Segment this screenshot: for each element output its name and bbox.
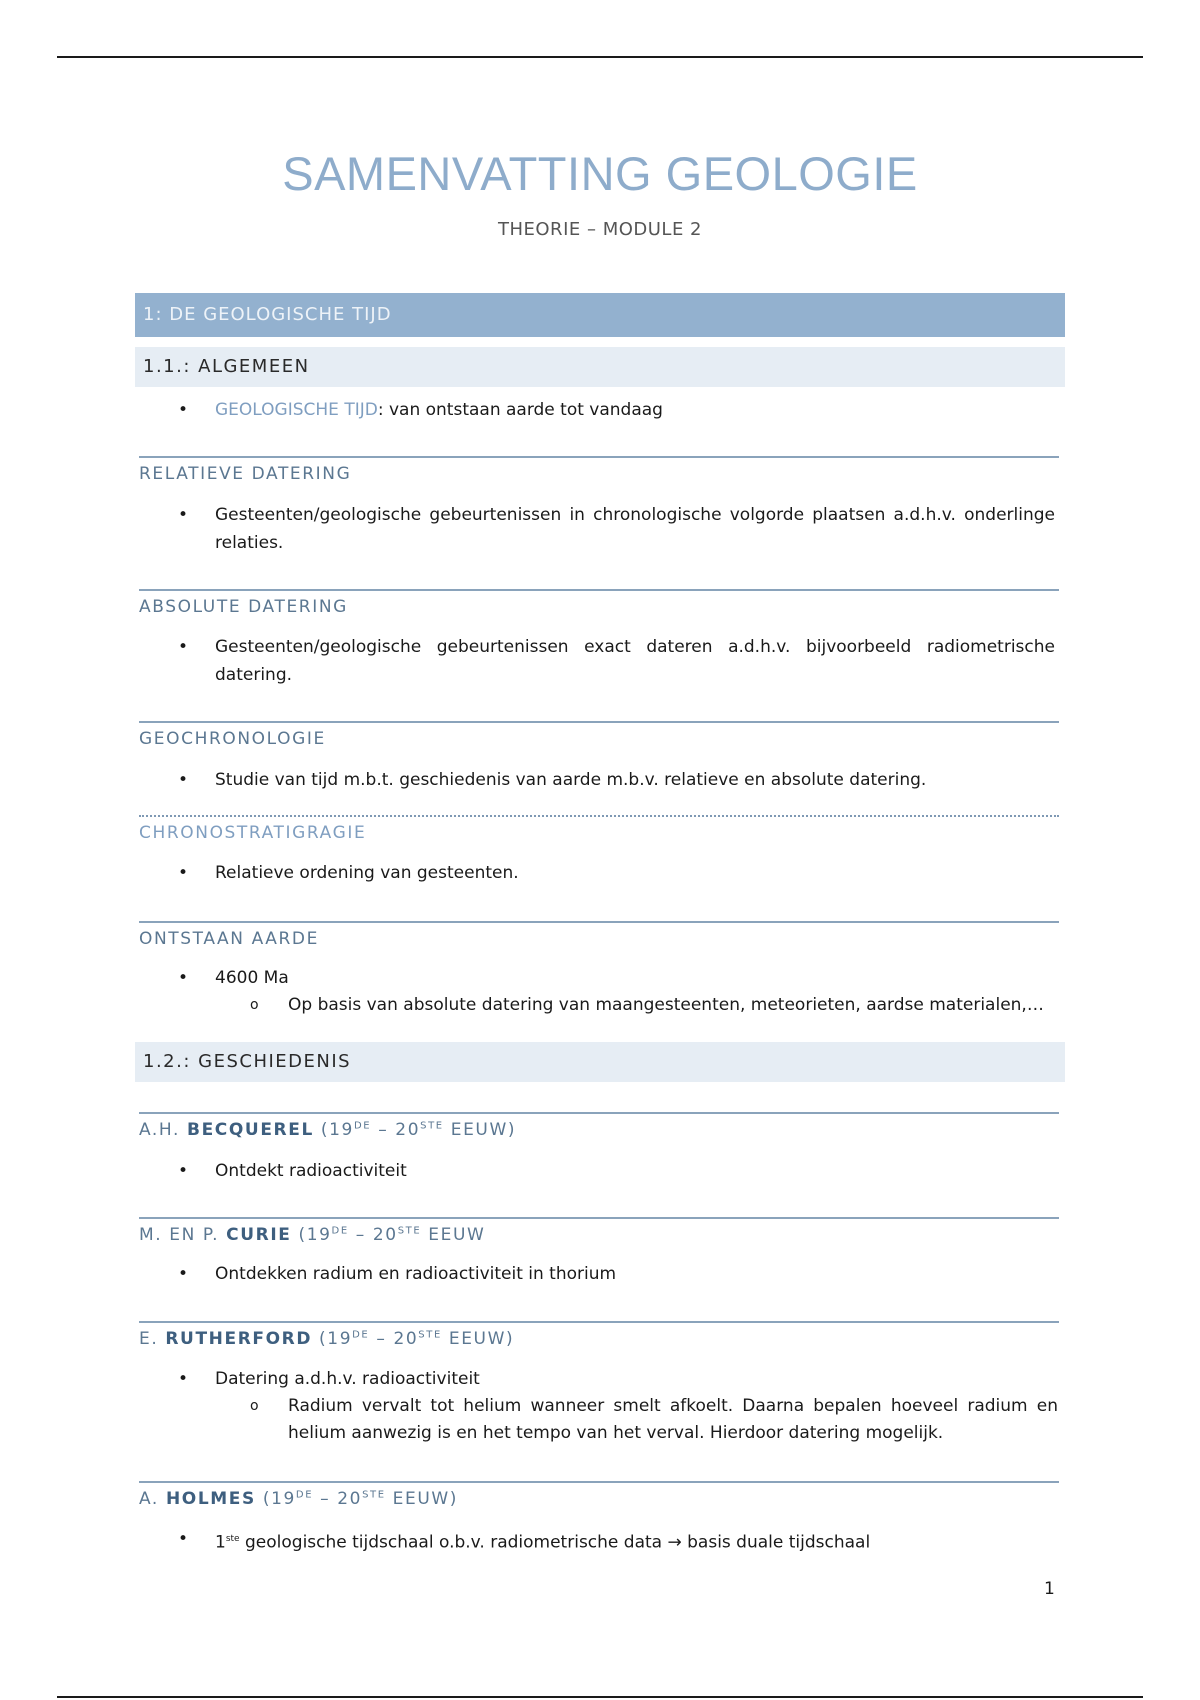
sub-bullet-icon: o [250,1398,259,1414]
page-title: SAMENVATTING GEOLOGIE [282,147,918,200]
bullet-icon: • [178,968,189,988]
bullet-icon: • [178,1529,189,1549]
list-item-text: Studie van tijd m.b.t. geschiedenis van aarde m.b.v. relatieve en absolute datering. [215,770,927,790]
person-name: HOLMES [165,1489,256,1509]
person-name: CURIE [226,1225,292,1245]
list-item-text: Gesteenten/geologische gebeurtenissen in chronologische volgorde plaatsen a.d.h.v. onderlinge relaties. [215,505,1055,553]
list-item-text: Relatieve ordening van gesteenten. [215,863,519,883]
bullet-icon: • [178,400,189,420]
page-number: 1 [1044,1579,1055,1599]
bullet-icon: • [178,637,189,657]
term-highlight: GEOLOGISCHE TIJD [215,400,378,420]
person-name: RUTHERFORD [165,1329,313,1349]
bullet-icon: • [178,863,189,883]
heading-becquerel: A.H. BECQUEREL (19DE – 20STE EEUW) [139,1112,1059,1140]
bottom-rule [57,1696,1143,1698]
person-name: BECQUEREL [187,1120,314,1140]
heading-ontstaan-aarde: ONTSTAAN AARDE [139,921,1059,949]
list-item-text: 1ste geologische tijdschaal o.b.v. radiometrische data → basis duale tijdschaal [215,1532,871,1553]
heading-geochronologie: GEOCHRONOLOGIE [139,721,1059,749]
list-item-text: 4600 Ma [215,968,289,988]
bullet-icon: • [178,770,189,790]
list-item-text: Ontdekken radium en radioactiviteit in thorium [215,1264,617,1284]
heading-relatieve-datering: RELATIEVE DATERING [139,456,1059,484]
heading-chronostratigragie: CHRONOSTRATIGRAGIE [139,815,1059,843]
heading-curie: M. EN P. CURIE (19DE – 20STE EEUW [139,1217,1059,1245]
subsection-heading-algemeen: 1.1.: ALGEMEEN [135,347,1065,387]
heading-absolute-datering: ABSOLUTE DATERING [139,589,1059,617]
list-item-text: Gesteenten/geologische gebeurtenissen exact dateren a.d.h.v. bijvoorbeeld radiometrische datering. [215,637,1055,685]
bullet-icon: • [178,1161,189,1181]
bullet-icon: • [178,1369,189,1389]
list-item-text: Datering a.d.h.v. radioactiviteit [215,1369,480,1389]
heading-rutherford: E. RUTHERFORD (19DE – 20STE EEUW) [139,1321,1059,1349]
sub-list-item-text: Radium vervalt tot helium wanneer smelt afkoelt. Daarna bepalen hoeveel radium en helium aanwezig is en het tempo van het verval. Hierdoor datering mogelijk. [288,1396,1058,1443]
list-item-text: : van ontstaan aarde tot vandaag [377,400,663,420]
list-item-text: Ontdekt radioactiviteit [215,1161,407,1181]
subsection-heading-geschiedenis: 1.2.: GESCHIEDENIS [135,1042,1065,1082]
top-rule [57,56,1143,58]
bullet-icon: • [178,505,189,525]
page-subtitle: THEORIE – MODULE 2 [497,219,702,240]
sub-bullet-icon: o [250,997,259,1013]
bullet-icon: • [178,1264,189,1284]
section-heading-1: 1: DE GEOLOGISCHE TIJD [135,293,1065,337]
sub-list-item-text: Op basis van absolute datering van maangesteenten, meteorieten, aardse materialen,… [288,995,1044,1015]
heading-holmes: A. HOLMES (19DE – 20STE EEUW) [139,1481,1059,1509]
